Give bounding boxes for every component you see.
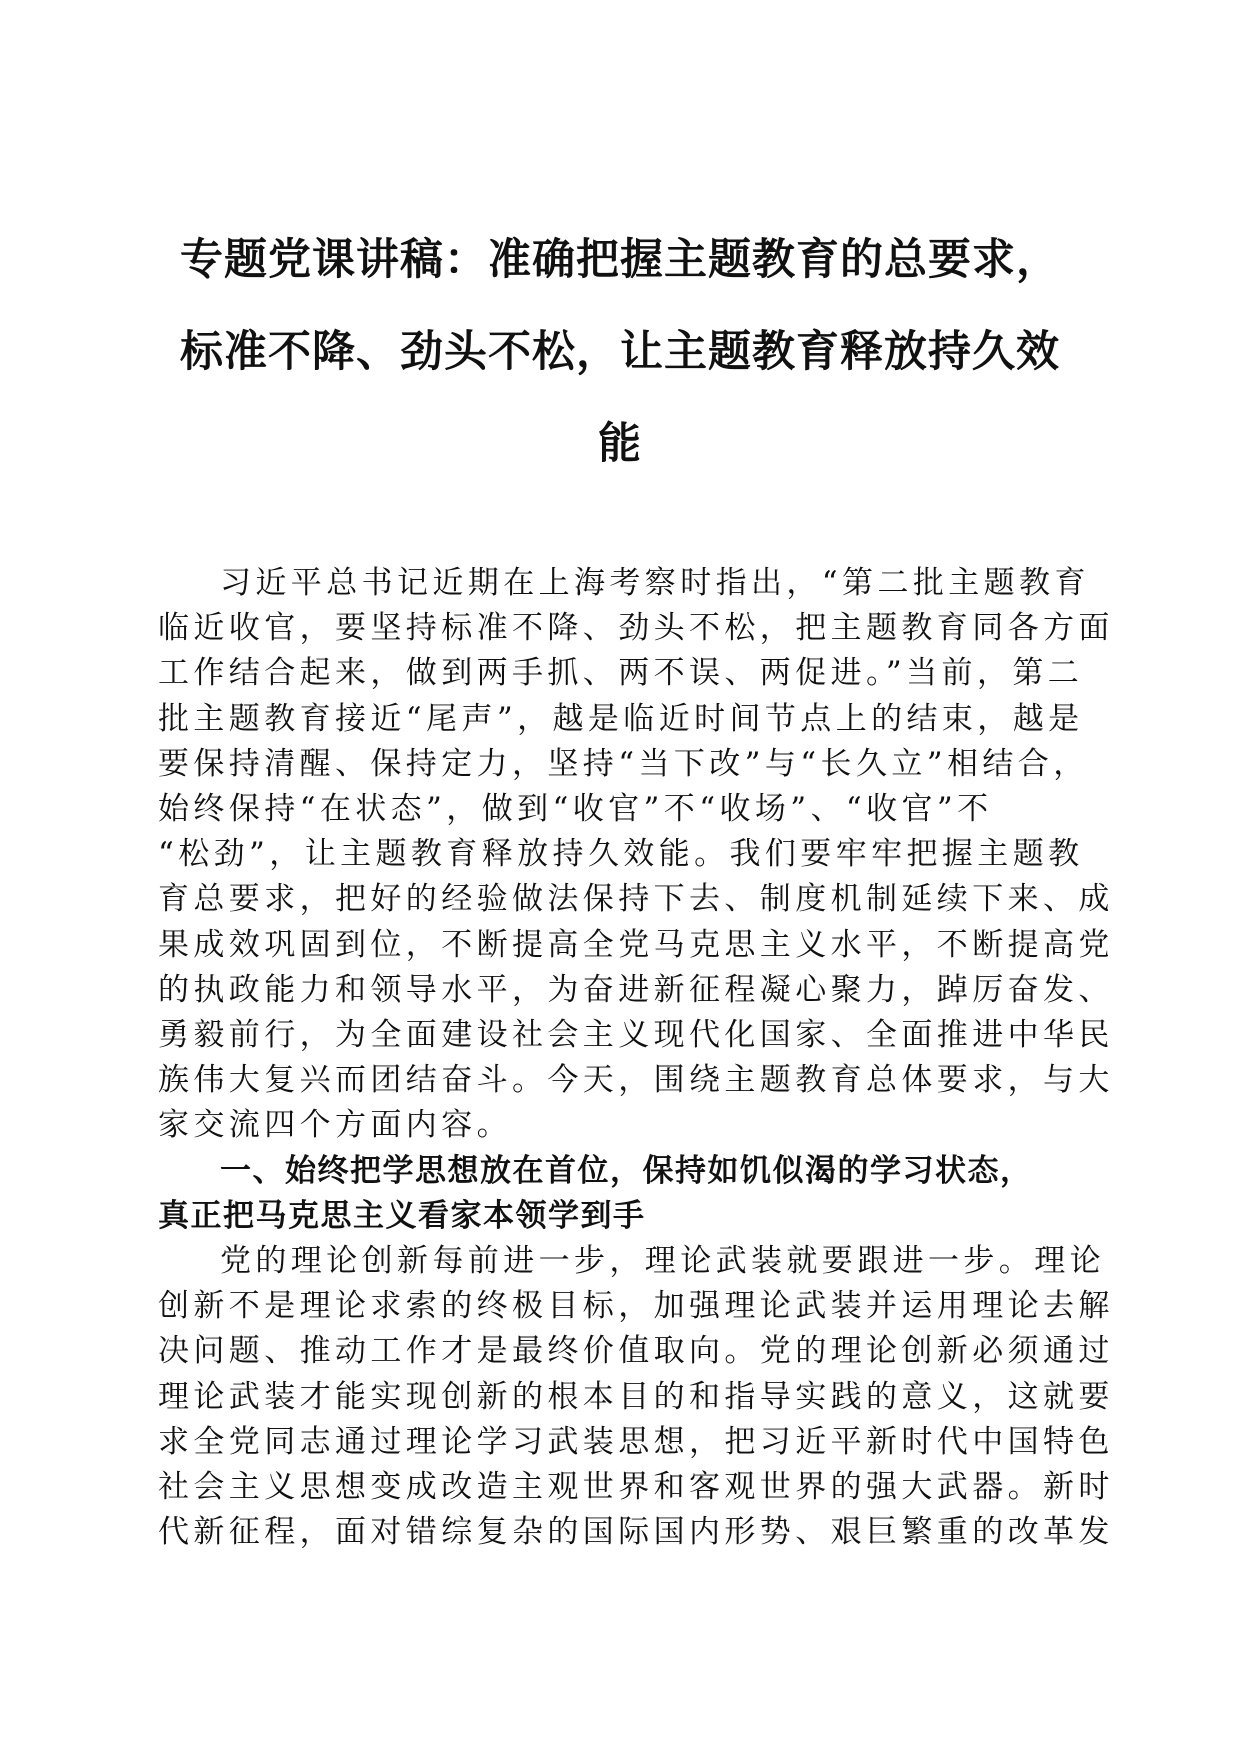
text-line: 临近收官，要坚持标准不降、劲头不松，把主题教育同各方面: [158, 610, 1114, 647]
text-line: 勇毅前行，为全面建设社会主义现代化国家、全面推进中华民: [158, 1017, 1114, 1054]
text-line: 工作结合起来，做到两手抓、两不误、两促进。”当前，第二: [158, 655, 1084, 692]
text-line: 创新不是理论求索的终极目标，加强理论武装并运用理论去解: [158, 1288, 1114, 1325]
text-line: 决问题、推动工作才是最终价值取向。党的理论创新必须通过: [158, 1333, 1114, 1370]
text-line: 果成效巩固到位，不断提高全党马克思主义水平，不断提高党: [158, 926, 1114, 963]
title-line: 专题党课讲稿：准确把握主题教育的总要求，: [180, 235, 1060, 285]
heading-line: 一、始终把学思想放在首位，保持如饥似渴的学习状态，: [220, 1152, 1033, 1189]
text-line: 育总要求，把好的经验做法保持下去、制度机制延续下来、成: [158, 881, 1114, 918]
title-line: 能: [598, 419, 642, 469]
section-1-paragraph: [158, 1239, 1114, 1555]
document-title: [130, 214, 1110, 490]
text-line: 要保持清醒、保持定力，坚持“当下改”与“长久立”相结合，: [158, 745, 1089, 782]
text-line: 代新征程，面对错综复杂的国际国内形势、艰巨繁重的改革发: [158, 1514, 1114, 1551]
text-line: 始终保持“在状态”，做到“收官”不“收场”、“收官”不: [158, 791, 993, 828]
intro-paragraph: [158, 561, 1114, 1149]
text-line: 理论武装才能实现创新的根本目的和指导实践的意义，这就要: [158, 1378, 1114, 1415]
title-line: 标准不降、劲头不松，让主题教育释放持久效: [180, 327, 1060, 377]
text-line: 社会主义思想变成改造主观世界和客观世界的强大武器。新时: [158, 1469, 1114, 1506]
text-line: 求全党同志通过理论学习武装思想，把习近平新时代中国特色: [158, 1423, 1114, 1460]
text-line: “松劲”，让主题教育释放持久效能。我们要牢牢把握主题教: [158, 836, 1084, 873]
section-heading-1: [158, 1149, 1078, 1239]
text-line: 的执政能力和领导水平，为奋进新征程凝心聚力，踔厉奋发、: [158, 971, 1114, 1008]
document-body: [158, 561, 1114, 1555]
text-line: 批主题教育接近“尾声”，越是临近时间节点上的结束，越是: [158, 700, 1084, 737]
text-line: 习近平总书记近期在上海考察时指出，“第二批主题教育: [220, 565, 1090, 601]
text-line: 党的理论创新每前进一步，理论武装就要跟进一步。理论: [220, 1243, 1105, 1280]
text-line: 家交流四个方面内容。: [158, 1107, 512, 1144]
text-line: 族伟大复兴而团结奋斗。今天，围绕主题教育总体要求，与大: [158, 1062, 1114, 1099]
heading-line: 真正把马克思主义看家本领学到手: [158, 1197, 646, 1234]
